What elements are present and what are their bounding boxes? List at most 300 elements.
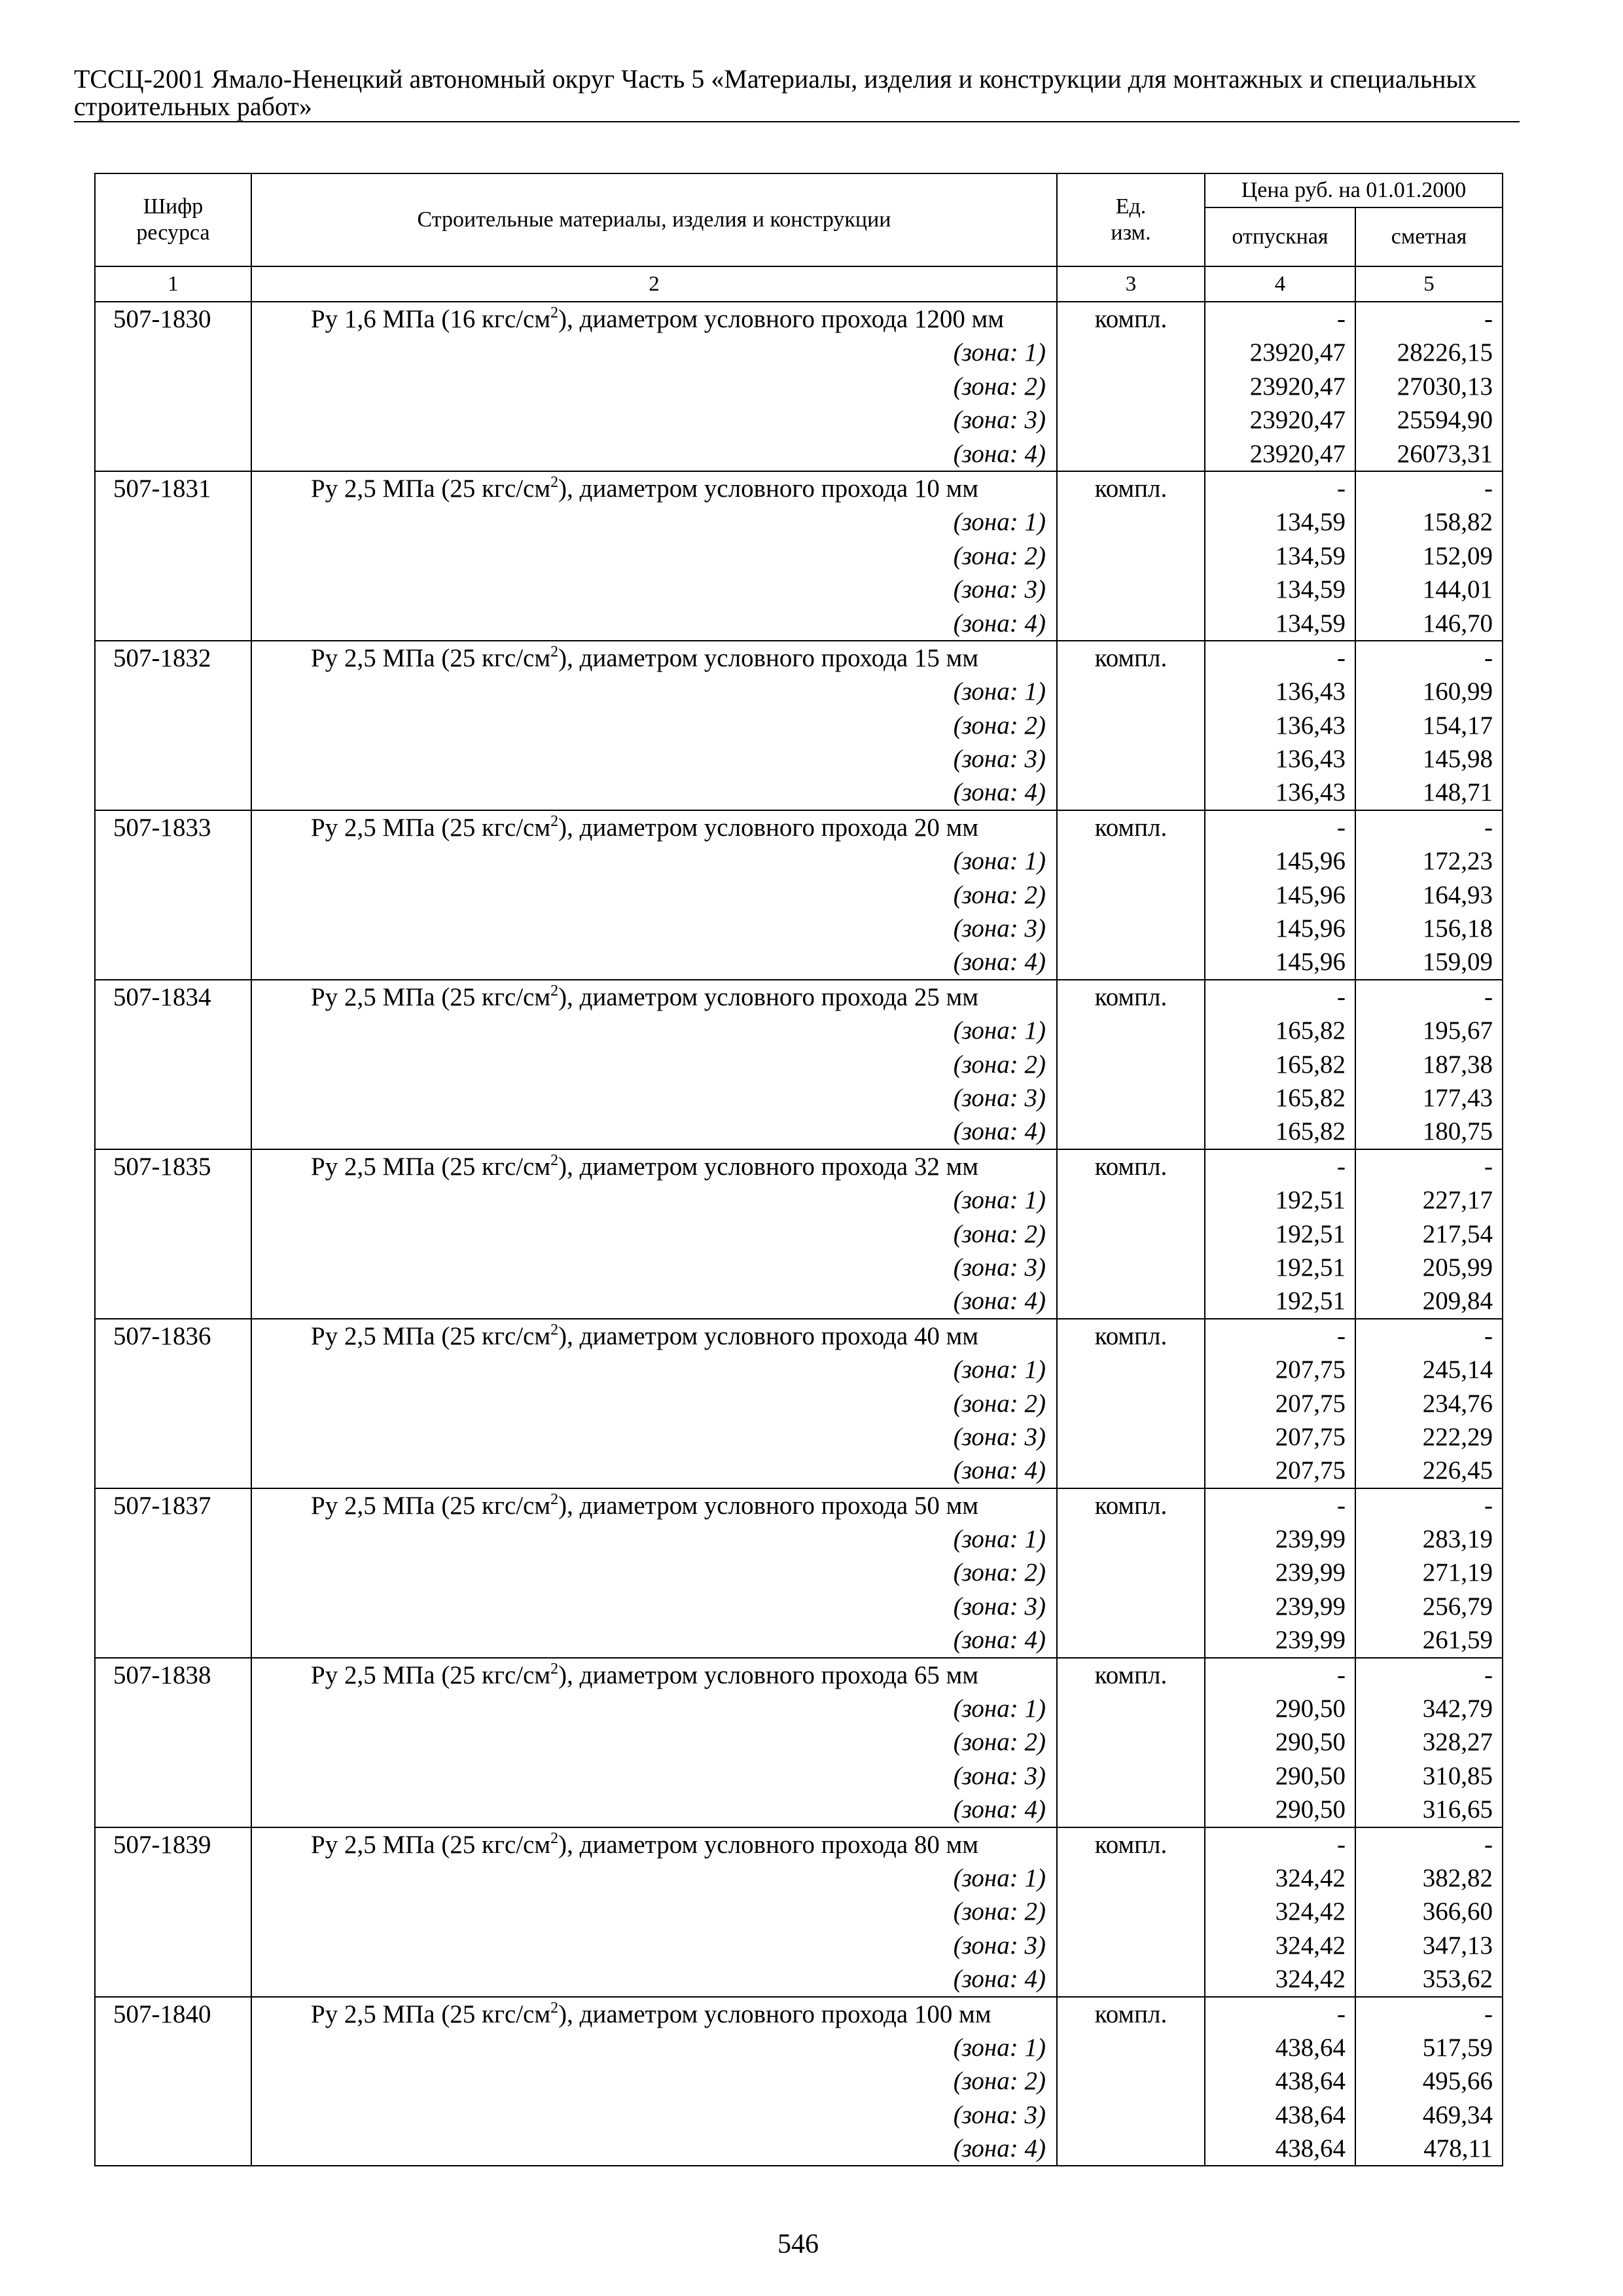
zone-estimate-price: 152,09	[1422, 541, 1493, 570]
column-number: 3	[1057, 266, 1205, 302]
zone-release-price: 136,43	[1275, 745, 1346, 774]
zone-label: (зона: 2)	[953, 880, 1046, 909]
resource-description-text: ), диаметром условного прохода 50 мм	[558, 1491, 979, 1520]
release-price-cell	[1205, 1658, 1355, 1827]
resource-description-cell	[251, 810, 1057, 980]
resource-description-text: ), диаметром условного прохода 1200 мм	[558, 305, 1005, 333]
resource-code: 507-1834	[113, 982, 211, 1011]
estimate-price-value: -	[1484, 305, 1493, 333]
zone-estimate-price: 495,66	[1422, 2067, 1493, 2096]
zone-release-price: 136,43	[1275, 711, 1346, 740]
resource-row	[95, 1319, 1503, 1488]
resource-code: 507-1833	[113, 813, 211, 842]
zone-release-price: 23920,47	[1249, 372, 1346, 401]
resource-code: 507-1835	[113, 1152, 211, 1181]
zone-estimate-price: 209,84	[1422, 1287, 1493, 1316]
zone-label: (зона: 1)	[953, 847, 1046, 876]
resource-description-text: Ру 2,5 МПа (25 кгс/см	[311, 474, 551, 503]
resource-description-text: Ру 2,5 МПа (25 кгс/см	[311, 1152, 551, 1181]
resource-description-text: ), диаметром условного прохода 100 мм	[558, 2000, 991, 2028]
resource-code: 507-1837	[113, 1491, 211, 1520]
estimate-price-cell	[1355, 1149, 1503, 1319]
unit-value: компл.	[1094, 1152, 1168, 1181]
zone-label: (зона: 2)	[953, 1897, 1046, 1926]
zone-release-price: 239,99	[1275, 1592, 1346, 1621]
resource-description-text: ), диаметром условного прохода 80 мм	[558, 1830, 979, 1859]
zone-release-price: 165,82	[1275, 1016, 1346, 1045]
resource-code-cell	[95, 1997, 251, 2166]
zone-label: (зона: 3)	[953, 1422, 1046, 1451]
zone-release-price: 145,96	[1275, 948, 1346, 977]
zone-release-price: 207,75	[1275, 1355, 1346, 1384]
zone-release-price: 134,59	[1275, 575, 1346, 604]
zone-release-price: 290,50	[1275, 1728, 1346, 1757]
resource-description-text: Ру 2,5 МПа (25 кгс/см	[311, 813, 551, 842]
unit-value: компл.	[1094, 1660, 1168, 1689]
resource-description-text: Ру 2,5 МПа (25 кгс/см	[311, 1321, 551, 1350]
resource-row	[95, 302, 1503, 471]
zone-label: (зона: 4)	[953, 1965, 1046, 1994]
zone-label: (зона: 1)	[953, 1186, 1046, 1215]
zone-estimate-price: 366,60	[1422, 1897, 1493, 1926]
unit-cell	[1057, 1997, 1205, 2166]
header-release-price: отпускная	[1205, 207, 1355, 266]
zone-estimate-price: 159,09	[1422, 948, 1493, 977]
zone-release-price: 438,64	[1275, 2033, 1346, 2062]
release-price-value: -	[1337, 1491, 1346, 1520]
zone-label: (зона: 4)	[953, 609, 1046, 637]
zone-release-price: 438,64	[1275, 2100, 1346, 2129]
zone-release-price: 23920,47	[1249, 406, 1346, 435]
zone-estimate-price: 245,14	[1422, 1355, 1493, 1384]
resource-code: 507-1830	[113, 305, 211, 333]
zone-label: (зона: 1)	[953, 1863, 1046, 1892]
release-price-value: -	[1337, 1660, 1346, 1689]
zone-label: (зона: 4)	[953, 948, 1046, 977]
resource-row	[95, 1658, 1503, 1827]
zone-label: (зона: 2)	[953, 541, 1046, 570]
zone-estimate-price: 353,62	[1422, 1965, 1493, 1994]
unit-value: компл.	[1094, 2000, 1168, 2028]
resource-row	[95, 1149, 1503, 1319]
unit-value: компл.	[1094, 1321, 1168, 1350]
zone-estimate-price: 310,85	[1422, 1761, 1493, 1790]
resource-description	[252, 811, 1056, 844]
zone-estimate-price: 271,19	[1422, 1558, 1493, 1587]
zone-label: (зона: 3)	[953, 745, 1046, 774]
zone-estimate-price: 227,17	[1422, 1186, 1493, 1215]
zone-estimate-price: 25594,90	[1397, 406, 1493, 435]
price-table	[94, 173, 1503, 2166]
resource-description	[252, 1319, 1056, 1353]
superscript: 2	[550, 304, 559, 321]
zone-release-price: 192,51	[1275, 1253, 1346, 1282]
unit-cell	[1057, 641, 1205, 810]
resource-description-text: ), диаметром условного прохода 40 мм	[558, 1321, 979, 1350]
unit-cell	[1057, 810, 1205, 980]
zone-label: (зона: 2)	[953, 1219, 1046, 1248]
unit-value: компл.	[1094, 982, 1168, 1011]
resource-code-cell	[95, 471, 251, 641]
estimate-price-value: -	[1484, 1660, 1493, 1689]
release-price-value: -	[1337, 1321, 1346, 1350]
release-price-cell	[1205, 471, 1355, 641]
zone-release-price: 136,43	[1275, 677, 1346, 706]
header-resource-code-line-2: ресурса	[136, 221, 210, 245]
zone-estimate-price: 316,65	[1422, 1795, 1493, 1824]
resource-row	[95, 1827, 1503, 1997]
estimate-price-cell	[1355, 1827, 1503, 1997]
header-unit	[1057, 173, 1205, 266]
zone-release-price: 239,99	[1275, 1626, 1346, 1655]
zone-release-price: 192,51	[1275, 1287, 1346, 1316]
zone-label: (зона: 4)	[953, 1287, 1046, 1316]
zone-release-price: 165,82	[1275, 1050, 1346, 1079]
resource-row	[95, 980, 1503, 1149]
release-price-cell	[1205, 1997, 1355, 2166]
header-materials: Строительные материалы, изделия и конструкции	[251, 173, 1057, 266]
estimate-price-cell	[1355, 471, 1503, 641]
zone-label: (зона: 1)	[953, 1016, 1046, 1045]
zone-estimate-price: 154,17	[1422, 711, 1493, 740]
unit-value: компл.	[1094, 813, 1168, 842]
page-number: 546	[777, 2229, 819, 2259]
resource-code: 507-1840	[113, 2000, 211, 2028]
estimate-price-value: -	[1484, 1830, 1493, 1859]
zone-estimate-price: 177,43	[1422, 1083, 1493, 1112]
estimate-price-cell	[1355, 641, 1503, 810]
resource-description-text: Ру 1,6 МПа (16 кгс/см	[311, 305, 551, 333]
unit-value: компл.	[1094, 643, 1168, 672]
zone-estimate-price: 234,76	[1422, 1389, 1493, 1418]
document-header-line-1: ТССЦ-2001 Ямало-Ненецкий автономный округ Часть 5 «Материалы, изделия и конструкции для монтажных и специальных	[74, 64, 1477, 94]
zone-label: (зона: 4)	[953, 1117, 1046, 1146]
zone-release-price: 134,59	[1275, 541, 1346, 570]
column-number: 5	[1355, 266, 1503, 302]
resource-description-cell	[251, 302, 1057, 471]
zone-estimate-price: 172,23	[1422, 847, 1493, 876]
resource-description-text: ), диаметром условного прохода 15 мм	[558, 643, 979, 672]
zone-estimate-price: 342,79	[1422, 1695, 1493, 1723]
zone-label: (зона: 1)	[953, 677, 1046, 706]
release-price-cell	[1205, 1319, 1355, 1488]
resource-description-cell	[251, 1997, 1057, 2166]
release-price-value: -	[1337, 1830, 1346, 1859]
zone-estimate-price: 328,27	[1422, 1728, 1493, 1757]
column-number: 1	[95, 266, 251, 302]
zone-release-price: 165,82	[1275, 1083, 1346, 1112]
resource-code: 507-1839	[113, 1830, 211, 1859]
resource-description-text: ), диаметром условного прохода 25 мм	[558, 982, 979, 1011]
resource-row	[95, 1488, 1503, 1658]
zone-release-price: 290,50	[1275, 1761, 1346, 1790]
zone-estimate-price: 222,29	[1422, 1422, 1493, 1451]
superscript: 2	[550, 1490, 559, 1508]
resource-description-text: Ру 2,5 МПа (25 кгс/см	[311, 1830, 551, 1859]
resource-description-text: ), диаметром условного прохода 10 мм	[558, 474, 979, 503]
resource-description-cell	[251, 1319, 1057, 1488]
zone-release-price: 324,42	[1275, 1897, 1346, 1926]
zone-estimate-price: 187,38	[1422, 1050, 1493, 1079]
zone-estimate-price: 148,71	[1422, 778, 1493, 807]
zone-release-price: 145,96	[1275, 847, 1346, 876]
zone-release-price: 134,59	[1275, 609, 1346, 637]
zone-label: (зона: 2)	[953, 372, 1046, 401]
release-price-cell	[1205, 302, 1355, 471]
estimate-price-cell	[1355, 302, 1503, 471]
zone-release-price: 207,75	[1275, 1422, 1346, 1451]
zone-label: (зона: 3)	[953, 575, 1046, 604]
unit-value: компл.	[1094, 1491, 1168, 1520]
release-price-cell	[1205, 980, 1355, 1149]
zone-label: (зона: 4)	[953, 2134, 1046, 2163]
zone-release-price: 290,50	[1275, 1795, 1346, 1824]
resource-description-cell	[251, 1488, 1057, 1658]
resource-code-cell	[95, 1827, 251, 1997]
zone-estimate-price: 347,13	[1422, 1931, 1493, 1960]
column-number: 2	[251, 266, 1057, 302]
price-table-head	[95, 173, 1503, 302]
zone-estimate-price: 205,99	[1422, 1253, 1493, 1282]
estimate-price-value: -	[1484, 982, 1493, 1011]
zone-estimate-price: 283,19	[1422, 1525, 1493, 1554]
zone-estimate-price: 26073,31	[1397, 439, 1493, 468]
header-price-group: Цена руб. на 01.01.2000	[1205, 173, 1503, 207]
resource-description-text: Ру 2,5 МПа (25 кгс/см	[311, 1660, 551, 1689]
resource-code: 507-1836	[113, 1321, 211, 1350]
zone-estimate-price: 226,45	[1422, 1456, 1493, 1485]
resource-code-cell	[95, 641, 251, 810]
zone-label: (зона: 1)	[953, 508, 1046, 537]
resource-code-cell	[95, 1149, 251, 1319]
unit-cell	[1057, 1658, 1205, 1827]
zone-label: (зона: 1)	[953, 1695, 1046, 1723]
zone-estimate-price: 382,82	[1422, 1863, 1493, 1892]
estimate-price-value: -	[1484, 643, 1493, 672]
zone-release-price: 192,51	[1275, 1186, 1346, 1215]
resource-description-cell	[251, 1827, 1057, 1997]
release-price-value: -	[1337, 1152, 1346, 1181]
resource-description	[252, 1659, 1056, 1692]
superscript: 2	[550, 1829, 559, 1847]
zone-label: (зона: 3)	[953, 1931, 1046, 1960]
resource-row	[95, 810, 1503, 980]
zone-label: (зона: 1)	[953, 2033, 1046, 2062]
header-resource-code-line-1: Шифр	[143, 194, 204, 219]
header-row	[95, 173, 1503, 207]
zone-estimate-price: 145,98	[1422, 745, 1493, 774]
superscript: 2	[550, 812, 559, 830]
resource-description-text: ), диаметром условного прохода 32 мм	[558, 1152, 979, 1181]
zone-label: (зона: 4)	[953, 1456, 1046, 1485]
zone-label: (зона: 2)	[953, 2067, 1046, 2096]
release-price-value: -	[1337, 2000, 1346, 2028]
zone-estimate-price: 180,75	[1422, 1117, 1493, 1146]
zone-release-price: 136,43	[1275, 778, 1346, 807]
zone-release-price: 165,82	[1275, 1117, 1346, 1146]
resource-description-cell	[251, 471, 1057, 641]
release-price-cell	[1205, 810, 1355, 980]
resource-code-cell	[95, 1319, 251, 1488]
document-header-line-2: строительных работ»	[74, 92, 312, 121]
zone-release-price: 324,42	[1275, 1965, 1346, 1994]
zone-release-price: 207,75	[1275, 1389, 1346, 1418]
zone-release-price: 23920,47	[1249, 439, 1346, 468]
release-price-cell	[1205, 1488, 1355, 1658]
unit-value: компл.	[1094, 1830, 1168, 1859]
zone-label: (зона: 1)	[953, 338, 1046, 367]
estimate-price-value: -	[1484, 474, 1493, 503]
zone-estimate-price: 478,11	[1423, 2134, 1493, 2163]
release-price-value: -	[1337, 474, 1346, 503]
zone-label: (зона: 4)	[953, 1626, 1046, 1655]
estimate-price-cell	[1355, 1488, 1503, 1658]
column-number: 4	[1205, 266, 1355, 302]
resource-description	[252, 641, 1056, 675]
resource-description-text: ), диаметром условного прохода 20 мм	[558, 813, 979, 842]
resource-code-cell	[95, 1488, 251, 1658]
zone-label: (зона: 3)	[953, 1761, 1046, 1790]
zone-release-price: 324,42	[1275, 1863, 1346, 1892]
column-numbers-row	[95, 266, 1503, 302]
resource-code-cell	[95, 302, 251, 471]
resource-code: 507-1832	[113, 643, 211, 672]
zone-label: (зона: 2)	[953, 1050, 1046, 1079]
resource-description-cell	[251, 1149, 1057, 1319]
estimate-price-value: -	[1484, 1152, 1493, 1181]
document-header	[74, 65, 1520, 122]
zone-label: (зона: 4)	[953, 439, 1046, 468]
resource-description	[252, 302, 1056, 336]
zone-label: (зона: 2)	[953, 1389, 1046, 1418]
superscript: 2	[550, 982, 559, 999]
unit-cell	[1057, 1149, 1205, 1319]
resource-code-cell	[95, 1658, 251, 1827]
price-table-body	[95, 302, 1503, 2166]
resource-description	[252, 1998, 1056, 2031]
estimate-price-cell	[1355, 980, 1503, 1149]
resource-row	[95, 471, 1503, 641]
zone-release-price: 207,75	[1275, 1456, 1346, 1485]
resource-description-text: Ру 2,5 МПа (25 кгс/см	[311, 643, 551, 672]
resource-description	[252, 472, 1056, 505]
resource-code: 507-1831	[113, 474, 211, 503]
zone-estimate-price: 517,59	[1422, 2033, 1493, 2062]
zone-release-price: 23920,47	[1249, 338, 1346, 367]
zone-label: (зона: 4)	[953, 778, 1046, 807]
estimate-price-value: -	[1484, 1491, 1493, 1520]
zone-label: (зона: 2)	[953, 1558, 1046, 1587]
zone-estimate-price: 217,54	[1422, 1219, 1493, 1248]
unit-cell	[1057, 1827, 1205, 1997]
superscript: 2	[550, 1660, 559, 1677]
zone-estimate-price: 144,01	[1422, 575, 1493, 604]
zone-release-price: 438,64	[1275, 2134, 1346, 2163]
unit-cell	[1057, 471, 1205, 641]
zone-release-price: 438,64	[1275, 2067, 1346, 2096]
resource-code-cell	[95, 980, 251, 1149]
resource-description-text: Ру 2,5 МПа (25 кгс/см	[311, 982, 551, 1011]
header-unit-line-1: Ед.	[1115, 194, 1147, 219]
zone-label: (зона: 2)	[953, 711, 1046, 740]
unit-cell	[1057, 1488, 1205, 1658]
resource-description-cell	[251, 641, 1057, 810]
superscript: 2	[550, 1151, 559, 1169]
estimate-price-cell	[1355, 1319, 1503, 1488]
unit-cell	[1057, 980, 1205, 1149]
zone-estimate-price: 160,99	[1422, 677, 1493, 706]
zone-estimate-price: 469,34	[1422, 2100, 1493, 2129]
zone-release-price: 134,59	[1275, 508, 1346, 537]
superscript: 2	[550, 643, 559, 660]
zone-estimate-price: 261,59	[1422, 1626, 1493, 1655]
unit-value: компл.	[1094, 305, 1168, 333]
estimate-price-value: -	[1484, 813, 1493, 842]
resource-description-cell	[251, 1658, 1057, 1827]
zone-estimate-price: 28226,15	[1397, 338, 1493, 367]
zone-estimate-price: 27030,13	[1397, 372, 1493, 401]
zone-release-price: 239,99	[1275, 1525, 1346, 1554]
zone-label: (зона: 2)	[953, 1728, 1046, 1757]
zone-release-price: 145,96	[1275, 914, 1346, 943]
zone-label: (зона: 3)	[953, 1083, 1046, 1112]
release-price-cell	[1205, 1827, 1355, 1997]
header-resource-code	[95, 173, 251, 266]
resource-row	[95, 1997, 1503, 2166]
zone-estimate-price: 256,79	[1422, 1592, 1493, 1621]
superscript: 2	[550, 1999, 559, 2017]
header-estimate-price: сметная	[1355, 207, 1503, 266]
zone-estimate-price: 158,82	[1422, 508, 1493, 537]
zone-label: (зона: 3)	[953, 1253, 1046, 1282]
superscript: 2	[550, 473, 559, 491]
estimate-price-cell	[1355, 810, 1503, 980]
release-price-value: -	[1337, 982, 1346, 1011]
resource-description	[252, 1828, 1056, 1861]
estimate-price-value: -	[1484, 1321, 1493, 1350]
resource-description	[252, 980, 1056, 1014]
resource-code-cell	[95, 810, 251, 980]
unit-cell	[1057, 302, 1205, 471]
zone-label: (зона: 3)	[953, 914, 1046, 943]
zone-release-price: 145,96	[1275, 880, 1346, 909]
release-price-value: -	[1337, 813, 1346, 842]
estimate-price-cell	[1355, 1997, 1503, 2166]
zone-release-price: 192,51	[1275, 1219, 1346, 1248]
header-unit-line-2: изм.	[1111, 221, 1151, 245]
release-price-cell	[1205, 641, 1355, 810]
release-price-value: -	[1337, 305, 1346, 333]
release-price-value: -	[1337, 643, 1346, 672]
resource-code: 507-1838	[113, 1660, 211, 1689]
superscript: 2	[550, 1321, 559, 1338]
estimate-price-cell	[1355, 1658, 1503, 1827]
zone-label: (зона: 3)	[953, 406, 1046, 435]
zone-release-price: 239,99	[1275, 1558, 1346, 1587]
zone-release-price: 290,50	[1275, 1695, 1346, 1723]
release-price-cell	[1205, 1149, 1355, 1319]
zone-label: (зона: 3)	[953, 1592, 1046, 1621]
zone-release-price: 324,42	[1275, 1931, 1346, 1960]
resource-description-cell	[251, 980, 1057, 1149]
estimate-price-value: -	[1484, 2000, 1493, 2028]
zone-estimate-price: 156,18	[1422, 914, 1493, 943]
zone-estimate-price: 146,70	[1422, 609, 1493, 637]
zone-label: (зона: 1)	[953, 1525, 1046, 1554]
resource-description	[252, 1150, 1056, 1183]
unit-cell	[1057, 1319, 1205, 1488]
resource-description	[252, 1489, 1056, 1522]
